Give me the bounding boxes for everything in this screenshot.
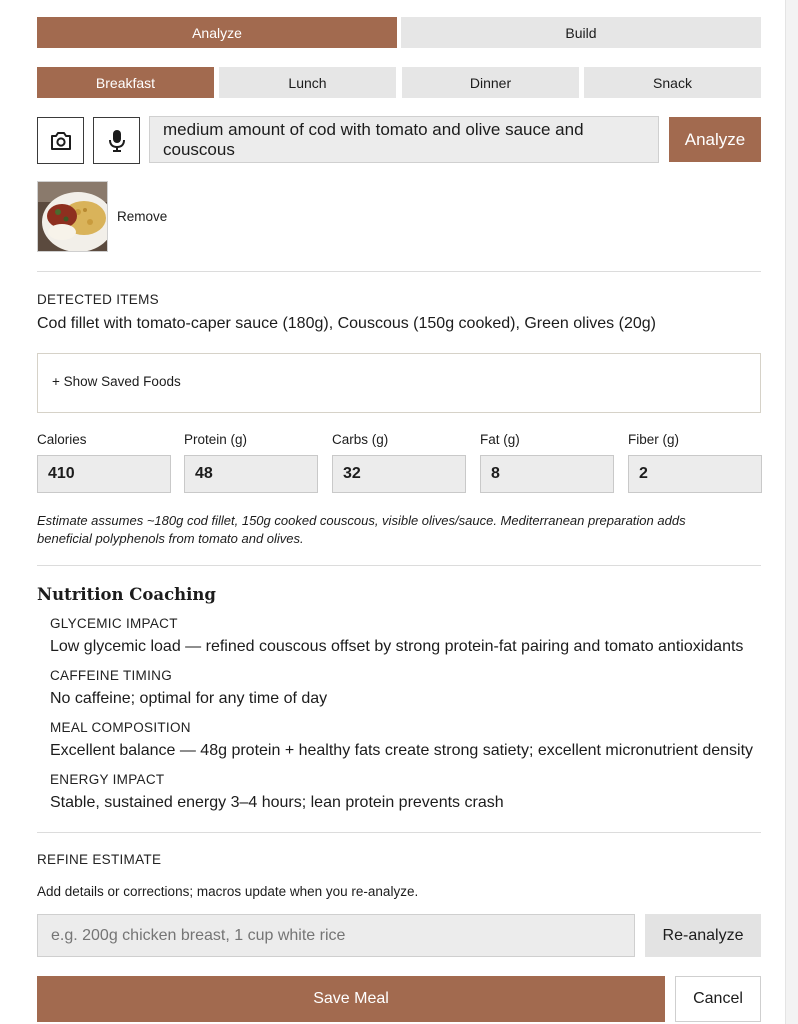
- refine-estimate-heading: REFINE ESTIMATE: [37, 852, 162, 867]
- camera-icon: [50, 131, 72, 151]
- nutrition-coaching-title: Nutrition Coaching: [37, 585, 216, 604]
- page-edge: [785, 0, 798, 1024]
- meal-tab-breakfast[interactable]: Breakfast: [37, 67, 214, 98]
- meal-photo-thumbnail: [37, 181, 108, 252]
- detected-items-text: Cod fillet with tomato-caper sauce (180g), Couscous (150g cooked), Green olives (20g): [37, 315, 656, 332]
- fat-label: Fat (g): [480, 432, 520, 447]
- divider: [37, 832, 761, 833]
- glycemic-impact-text: Low glycemic load — refined couscous offset by strong protein-fat pairing and tomato antioxidants: [50, 638, 744, 655]
- carbs-label: Carbs (g): [332, 432, 389, 447]
- cancel-button[interactable]: Cancel: [675, 976, 761, 1022]
- fiber-label: Fiber (g): [628, 432, 680, 447]
- microphone-icon: [108, 129, 126, 153]
- energy-impact-heading: ENERGY IMPACT: [50, 772, 165, 787]
- meal-type-tabs: [37, 67, 761, 98]
- saved-foods-panel: [37, 353, 761, 413]
- fat-field[interactable]: 8: [480, 455, 614, 493]
- protein-field[interactable]: 48: [184, 455, 318, 493]
- camera-button[interactable]: [37, 117, 84, 164]
- reanalyze-button[interactable]: Re-analyze: [645, 914, 761, 957]
- divider: [37, 271, 761, 272]
- calories-label: Calories: [37, 432, 87, 447]
- energy-impact-text: Stable, sustained energy 3–4 hours; lean protein prevents crash: [50, 794, 504, 811]
- tab-analyze[interactable]: Analyze: [37, 17, 397, 48]
- mode-tabs: [37, 17, 761, 48]
- caffeine-timing-heading: CAFFEINE TIMING: [50, 668, 173, 683]
- meal-tab-lunch[interactable]: Lunch: [219, 67, 396, 98]
- meal-tab-snack[interactable]: Snack: [584, 67, 761, 98]
- analyze-button[interactable]: Analyze: [669, 117, 761, 162]
- estimate-note: [37, 512, 686, 548]
- refine-input[interactable]: [37, 914, 635, 957]
- protein-label: Protein (g): [184, 432, 248, 447]
- glycemic-impact-heading: GLYCEMIC IMPACT: [50, 616, 178, 631]
- calories-field[interactable]: 410: [37, 455, 171, 493]
- estimate-note-line-1: Estimate assumes ~180g cod fillet, 150g cooked couscous, visible olives/sauce. Mediterranean preparation adds: [37, 513, 686, 528]
- remove-photo-link[interactable]: Remove: [117, 209, 168, 224]
- microphone-button[interactable]: [93, 117, 140, 164]
- tab-build[interactable]: Build: [401, 17, 761, 48]
- show-saved-foods-toggle[interactable]: + Show Saved Foods: [52, 374, 181, 389]
- estimate-note-line-2: beneficial polyphenols from tomato and olives.: [37, 531, 304, 546]
- meal-composition-text: Excellent balance — 48g protein + healthy fats create strong satiety; excellent micronutrient density: [50, 742, 754, 759]
- save-meal-button[interactable]: Save Meal: [37, 976, 665, 1022]
- meal-composition-heading: MEAL COMPOSITION: [50, 720, 191, 735]
- detected-items-heading: DETECTED ITEMS: [37, 292, 159, 307]
- carbs-field[interactable]: 32: [332, 455, 466, 493]
- meal-description-input[interactable]: medium amount of cod with tomato and olive sauce and couscous: [149, 116, 659, 163]
- caffeine-timing-text: No caffeine; optimal for any time of day: [50, 690, 328, 707]
- fiber-field[interactable]: 2: [628, 455, 762, 493]
- divider: [37, 565, 761, 566]
- refine-estimate-hint: Add details or corrections; macros update when you re-analyze.: [37, 884, 419, 899]
- meal-tab-dinner[interactable]: Dinner: [402, 67, 579, 98]
